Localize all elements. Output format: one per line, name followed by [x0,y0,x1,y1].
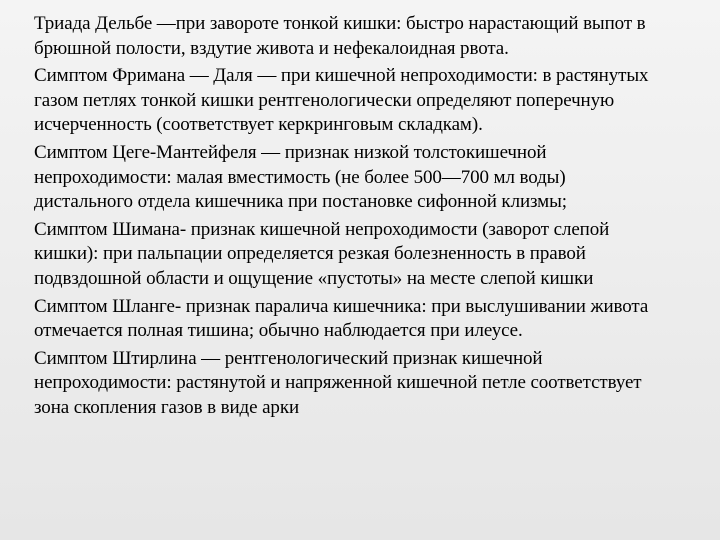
text-line: исчерченность (соответствует керкринговым складкам). [34,114,483,136]
entry-schlange-sign [34,295,702,344]
text-line: непроходимости: малая вместимость (не более 500—700 мл воды) [34,166,566,188]
text-line: дистального отдела кишечника при постановке сифонной клизмы; [34,191,567,213]
text-line: зона скопления газов в виде арки [34,396,300,418]
text-line: подвздошной области и ощущение «пустоты» на месте слепой кишки [34,267,594,289]
entry-delbe-triad [34,12,702,61]
entry-schiemann-sign [34,218,702,292]
text-line: Триада Дельбе —при завороте тонкой кишки: быстро нарастающий выпот в [34,13,646,34]
text-line: Симптом Фримана — Даля — при кишечной непроходимости: в растянутых [34,65,649,87]
text-line: кишки): при пальпации определяется резкая болезненность в правой [34,243,586,265]
entry-zoege-manteuffel-sign [34,141,702,215]
text-line: непроходимости: растянутой и напряженной кишечной петле соответствует [34,372,642,394]
entry-freeman-dahl-sign [34,64,702,138]
text-line: Симптом Шимана- признак кишечной непроходимости (заворот слепой [34,218,610,240]
text-line: газом петлях тонкой кишки рентгенологически определяют поперечную [34,89,615,111]
text-line: брюшной полости, вздутие живота и нефекалоидная рвота. [34,37,509,59]
text-line: Симптом Штирлина — рентгенологический признак кишечной [34,347,543,369]
text-line: отмечается полная тишина; обычно наблюдается при илеусе. [34,320,523,342]
text-line: Симптом Цеге-Мантейфеля — признак низкой толстокишечной [34,141,547,163]
text-line: Симптом Шланге- признак паралича кишечника: при выслушивании живота [34,295,649,317]
entry-stierlin-sign [34,347,702,421]
